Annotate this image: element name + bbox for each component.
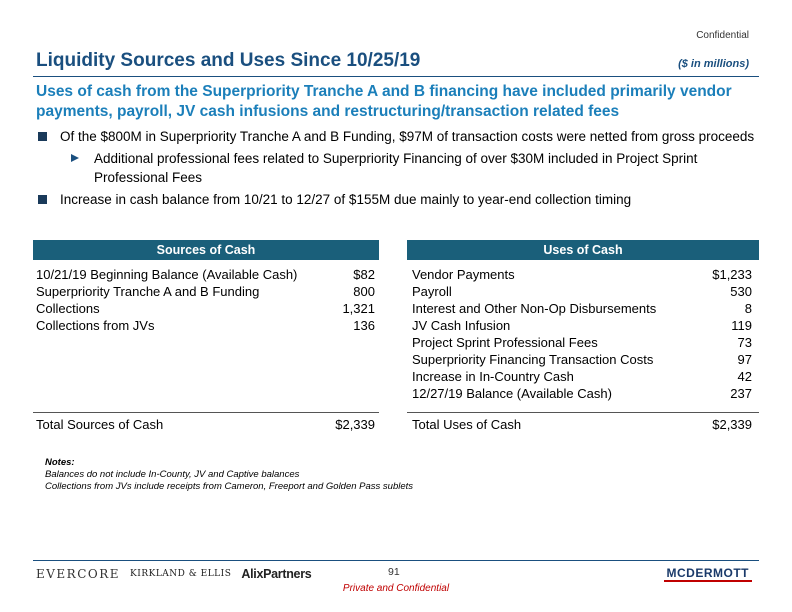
row-label: Collections: [36, 301, 100, 316]
sources-total-divider: [33, 412, 379, 413]
row-label: Superpriority Tranche A and B Funding: [36, 284, 260, 299]
units-note: ($ in millions): [678, 58, 749, 70]
row-label: Collections from JVs: [36, 318, 155, 333]
alixpartners-logo: AlixPartners: [241, 567, 312, 581]
title-divider: [33, 76, 759, 77]
row-value: $1,233: [712, 267, 752, 282]
row-label: Increase in In-Country Cash: [412, 369, 574, 384]
note-line: Balances do not include In-County, JV and Captive balances: [45, 469, 300, 480]
row-label: JV Cash Infusion: [412, 318, 511, 333]
table-row: [412, 334, 752, 351]
table-row: [36, 283, 375, 300]
note-line: Collections from JVs include receipts from Cameron, Freeport and Golden Pass sublets: [45, 481, 414, 492]
sources-table: [36, 266, 375, 334]
total-label: Total Sources of Cash: [36, 417, 164, 432]
table-row: [412, 351, 752, 368]
private-confidential-label: Private and Confidential: [342, 583, 450, 594]
table-row: [412, 385, 752, 402]
kirkland-ellis-logo: KIRKLAND & ELLIS: [130, 569, 232, 579]
row-value: 800: [353, 284, 375, 299]
table-row: [412, 368, 752, 385]
total-value: $2,339: [712, 417, 752, 432]
confidential-label: Confidential: [696, 30, 749, 41]
row-value: 1,321: [342, 301, 375, 316]
row-label: Project Sprint Professional Fees: [412, 335, 598, 350]
row-label: 10/21/19 Beginning Balance (Available Cash): [36, 267, 298, 282]
table-row: [36, 317, 375, 334]
uses-total-row: [412, 417, 752, 432]
table-row: [412, 317, 752, 334]
total-value: $2,339: [335, 417, 375, 432]
row-label: 12/27/19 Balance (Available Cash): [412, 386, 612, 401]
mcdermott-logo: MCDERMOTT: [664, 566, 753, 582]
row-label: Payroll: [412, 284, 452, 299]
notes: [45, 457, 413, 493]
subtitle: Uses of cash from the Superpriority Tranche A and B financing have included primarily vendor payments, payroll, JV cash infusions and restructuring/transaction related fees: [36, 83, 732, 120]
row-label: Superpriority Financing Transaction Costs: [412, 352, 654, 367]
footer-logos: [36, 567, 311, 581]
row-label: Interest and Other Non-Op Disbursements: [412, 301, 657, 316]
bullet-list: [36, 127, 756, 212]
table-row: [412, 283, 752, 300]
page-title: Liquidity Sources and Uses Since 10/25/19: [36, 50, 421, 71]
uses-header: Uses of Cash: [407, 240, 759, 260]
uses-total-divider: [407, 412, 759, 413]
bullet-text: Increase in cash balance from 10/21 to 12/27 of $155M due mainly to year-end collection timing: [60, 192, 632, 207]
sub-bullet-text: Additional professional fees related to Superpriority Financing of over $30M included in Project Sprint Professional Fees: [94, 151, 698, 185]
table-row: [412, 300, 752, 317]
row-label: Vendor Payments: [412, 267, 515, 282]
sub-bullet-item: [36, 149, 756, 187]
bullet-text: Of the $800M in Superpriority Tranche A and B Funding, $97M of transaction costs were netted from gross proceeds: [60, 129, 755, 144]
row-value: 237: [730, 386, 752, 401]
notes-heading: Notes:: [45, 457, 75, 468]
square-bullet-icon: [38, 195, 47, 204]
row-value: 136: [353, 318, 375, 333]
row-value: 119: [731, 318, 752, 333]
total-label: Total Uses of Cash: [412, 417, 522, 432]
table-row: [36, 300, 375, 317]
row-value: 530: [730, 284, 752, 299]
sources-header: Sources of Cash: [33, 240, 379, 260]
evercore-logo: EVERCORE: [36, 567, 121, 581]
row-value: $82: [353, 267, 375, 282]
row-value: 97: [737, 352, 752, 367]
row-value: 42: [737, 369, 752, 384]
uses-table: [412, 266, 752, 402]
table-row: [412, 266, 752, 283]
sources-total-row: [36, 417, 375, 432]
square-bullet-icon: [38, 132, 47, 141]
bullet-item: [36, 190, 756, 209]
footer-divider: [33, 560, 759, 561]
table-row: [36, 266, 375, 283]
bullet-item: [36, 127, 756, 146]
triangle-bullet-icon: [71, 154, 79, 162]
page-number: 91: [388, 566, 400, 578]
row-value: 73: [737, 335, 752, 350]
row-value: 8: [744, 301, 752, 316]
